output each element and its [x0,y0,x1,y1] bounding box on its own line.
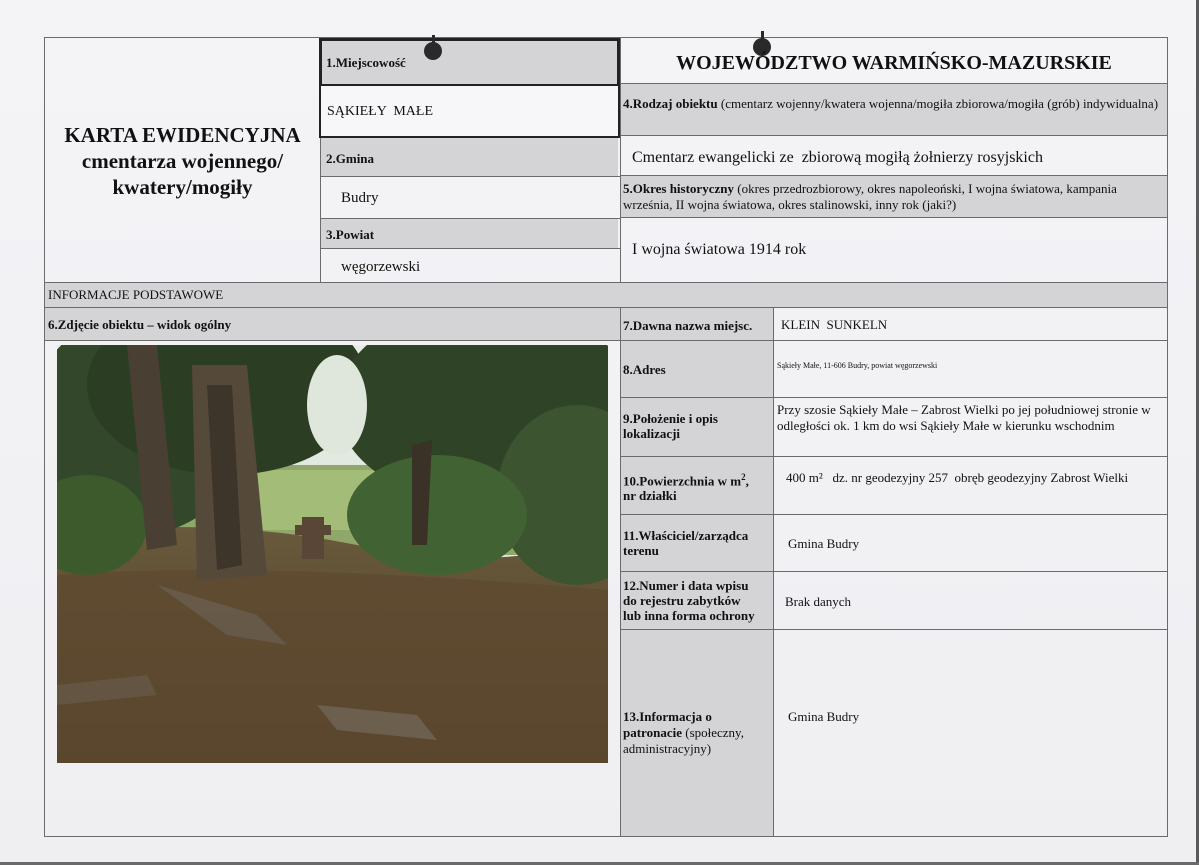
grid-line [620,397,1168,398]
grid-line [320,176,620,177]
gmina-value: Budry [341,190,379,206]
adres-value: Sąkiełу Małe, 11-606 Budry, powiat węgorzewski [777,361,938,370]
polozenie-label-line-1: 9.Położenie i opis [623,411,718,426]
photo-label: 6.Zdjęcie obiektu – widok ogólny [48,317,232,332]
grid-line [44,307,1168,308]
grid-line [620,135,1168,136]
wlasciciel-label-line-2: terenu [623,543,659,558]
patronat-label-line-4: administracyjny) [623,741,712,756]
section-title: INFORMACJE PODSTAWOWE [48,287,224,302]
wlasciciel-label [623,528,748,558]
powierzchnia-value: 400 m² dz. nr geodezyjny 257 obręb geodezyjny Zabrost Wielki [786,470,1129,485]
powierzchnia-label-sup: 2 [741,472,746,482]
rejestr-label-line-3: lub inna forma ochrony [623,608,755,623]
dawna-nazwa-label: 7.Dawna nazwa miejsc. [623,318,753,333]
card-subtitle-1: cmentarza wojennego/ [81,149,284,173]
adres-label: 8.Adres [623,362,666,377]
cemetery-photo [57,345,608,763]
grid-line [620,571,1168,572]
gmina-label: 2.Gmina [326,151,375,166]
polozenie-label-line-2: lokalizacji [623,426,681,441]
rejestr-label-line-1: 12.Numer i data wpisu [623,578,749,593]
powierzchnia-label [623,470,749,503]
okres-label: 5.Okres historyczny [623,181,734,196]
grid-line [320,218,620,219]
powierzchnia-label-comma: , [745,473,749,489]
region-title: WOJEWÓDZTWO WARMIŃSKO-MAZURSKIE [676,52,1112,74]
punch-hole-mark [432,35,435,44]
patronat-label-line-1: 13.Informacja o [623,709,712,724]
card-subtitle-2: kwatery/mogiły [112,175,253,199]
rodzaj-label: 4.Rodzaj obiektu [623,96,718,111]
card-title: KARTA EWIDENCYJNA [64,123,301,147]
grid-line [44,282,1168,283]
wlasciciel-label-line-1: 11.Właściciel/zarządca [623,528,749,543]
cemetery-photo-image [57,345,608,763]
powiat-value: węgorzewski [341,259,421,275]
rejestr-value: Brak danych [785,594,852,609]
rodzaj-value: Cmentarz ewangelicki ze zbiorową mogiłą żołnierzy rosyjskich [632,149,1043,166]
okres-hint: (okres przedrozbiorowy, okres napoleoński, I wojna światowa, kampania września, II wojna światowa, okres stalinowski, inny rok (jaki?) [623,181,1117,212]
polozenie-value: Przy szosie Sąkiełу Małe – Zabrost Wielki po jej południowej stronie w odległości ok. 1 km do wsi Sąkiełу Małe w kierunku wschodnim [777,402,1151,433]
card-title-block [45,122,320,200]
miejscowosc-label: 1.Miejscowość [326,55,406,70]
grid-line [320,248,620,249]
rejestr-label-line-2: do rejestru zabytków [623,593,741,608]
wlasciciel-value: Gmina Budry [788,536,860,551]
patronat-label-line-3: (społeczny, [681,725,744,740]
rodzaj-hint: (cmentarz wojenny/kwatera wojenna/mogiła zbiorowa/mogiła (grób) indywidualna) [720,96,1159,111]
rejestr-label [623,578,755,623]
okres-value: I wojna światowa 1914 rok [632,241,807,258]
rodzaj-label-block [623,96,1163,112]
dawna-nazwa-value: KLEIN SUNKELN [781,317,888,332]
grid-line [620,175,1168,176]
patronat-value: Gmina Budry [788,709,860,724]
grid-line [620,217,1168,218]
grid-line [44,340,1168,341]
grid-line [773,307,774,837]
grid-line [620,514,1168,515]
grid-line [620,456,1168,457]
punch-hole-mark [761,31,764,40]
okres-label-block [623,181,1163,213]
powierzchnia-label-line-2: nr działki [623,488,677,504]
grid-line [620,629,1168,630]
patronat-label [623,709,744,757]
polozenie-label [623,411,718,441]
grid-line [620,83,1168,84]
miejscowosc-value: SĄKIEŁY MAŁE [327,104,434,119]
punch-hole [424,42,442,60]
grid-line [620,307,621,837]
powierzchnia-label-line-1: 10.Powierzchnia w m [623,473,742,489]
powiat-label: 3.Powiat [326,227,375,242]
patronat-label-line-2: patronacie [623,725,682,740]
